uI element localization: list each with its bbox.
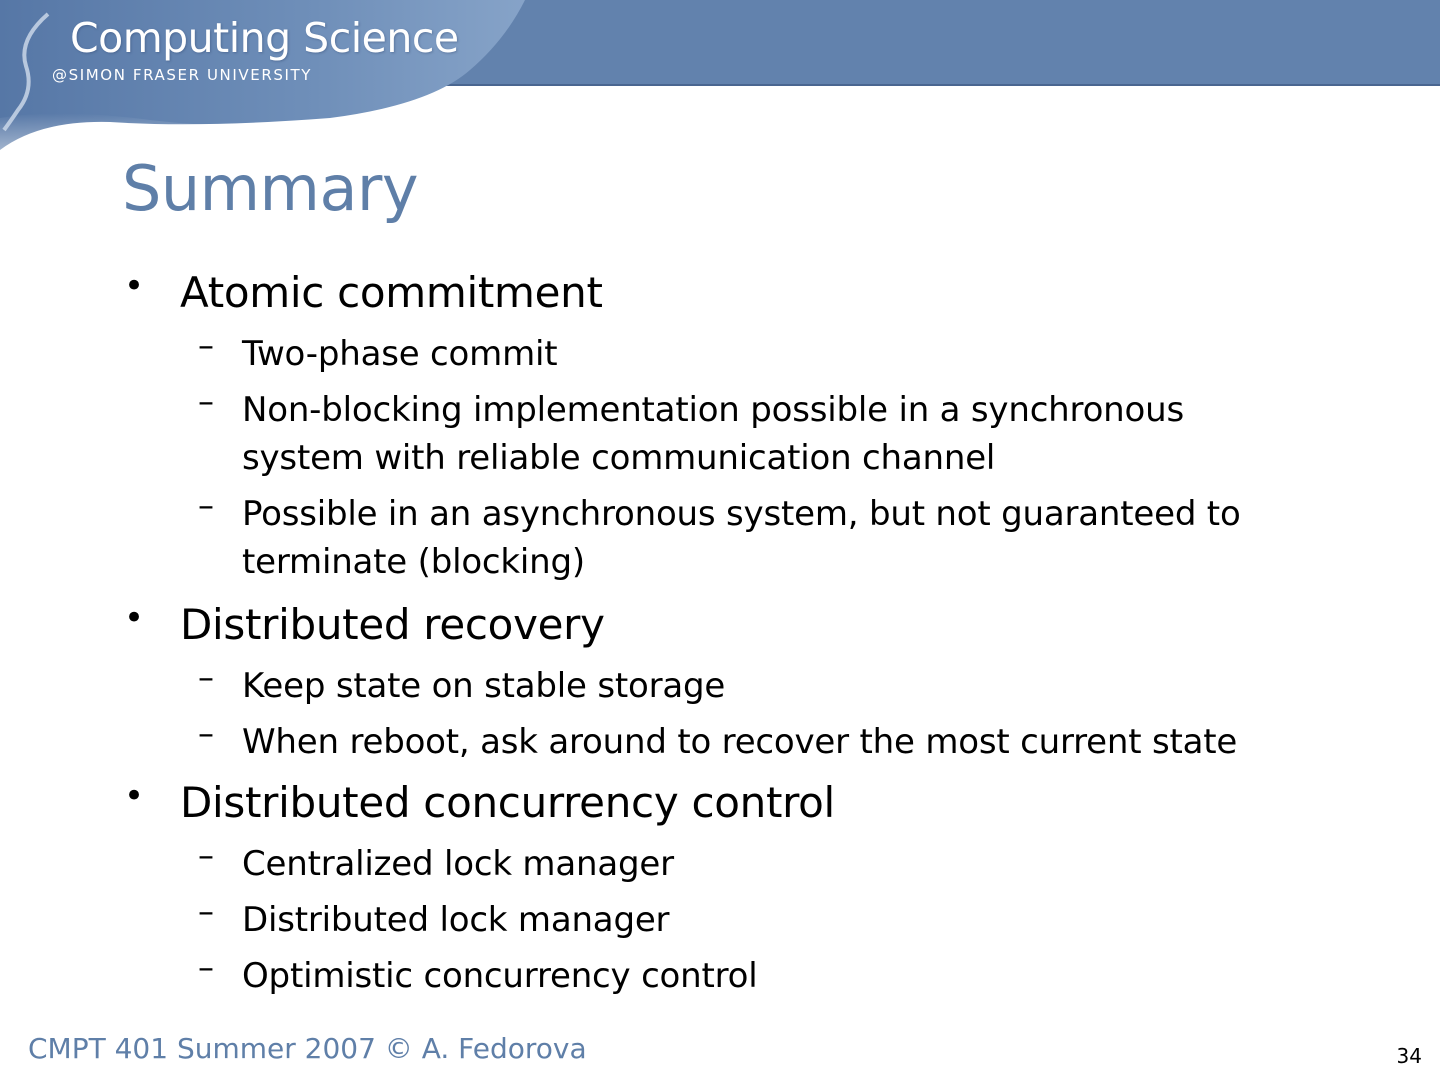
sub-item-text: Optimistic concurrency control <box>242 956 758 996</box>
bullet-text: Distributed concurrency control <box>180 778 835 827</box>
dash-icon: – <box>198 486 214 524</box>
sub-item-text: Two-phase commit <box>242 334 558 374</box>
dash-icon: – <box>198 382 214 420</box>
bullet-text: Distributed recovery <box>180 600 605 649</box>
bullet-icon: • <box>124 266 145 306</box>
brand-subtitle: @SIMON FRASER UNIVERSITY <box>52 66 313 84</box>
sub-item-text: Distributed lock manager <box>242 900 670 940</box>
dash-icon: – <box>198 836 214 874</box>
brand-title: Computing Science <box>70 14 459 62</box>
dash-icon: – <box>198 658 214 696</box>
dash-icon: – <box>198 714 214 752</box>
bullet-text: Atomic commitment <box>180 268 603 317</box>
dash-icon: – <box>198 892 214 930</box>
slide-title: Summary <box>122 152 419 225</box>
sub-item-text: Non-blocking implementation possible in a synchronous system with reliable communication channel <box>242 390 1184 478</box>
page-number: 34 <box>1396 1044 1422 1068</box>
footer-course: CMPT 401 Summer 2007 © A. Fedorova <box>28 1032 587 1065</box>
sub-item-text: When reboot, ask around to recover the most current state <box>242 722 1238 762</box>
sub-item-text: Centralized lock manager <box>242 844 674 884</box>
bullet-icon: • <box>124 598 145 638</box>
sub-item-text: Possible in an asynchronous system, but not guaranteed to terminate (blocking) <box>242 494 1241 582</box>
sub-item-text: Keep state on stable storage <box>242 666 726 706</box>
dash-icon: – <box>198 948 214 986</box>
bullet-icon: • <box>124 776 145 816</box>
dash-icon: – <box>198 326 214 364</box>
